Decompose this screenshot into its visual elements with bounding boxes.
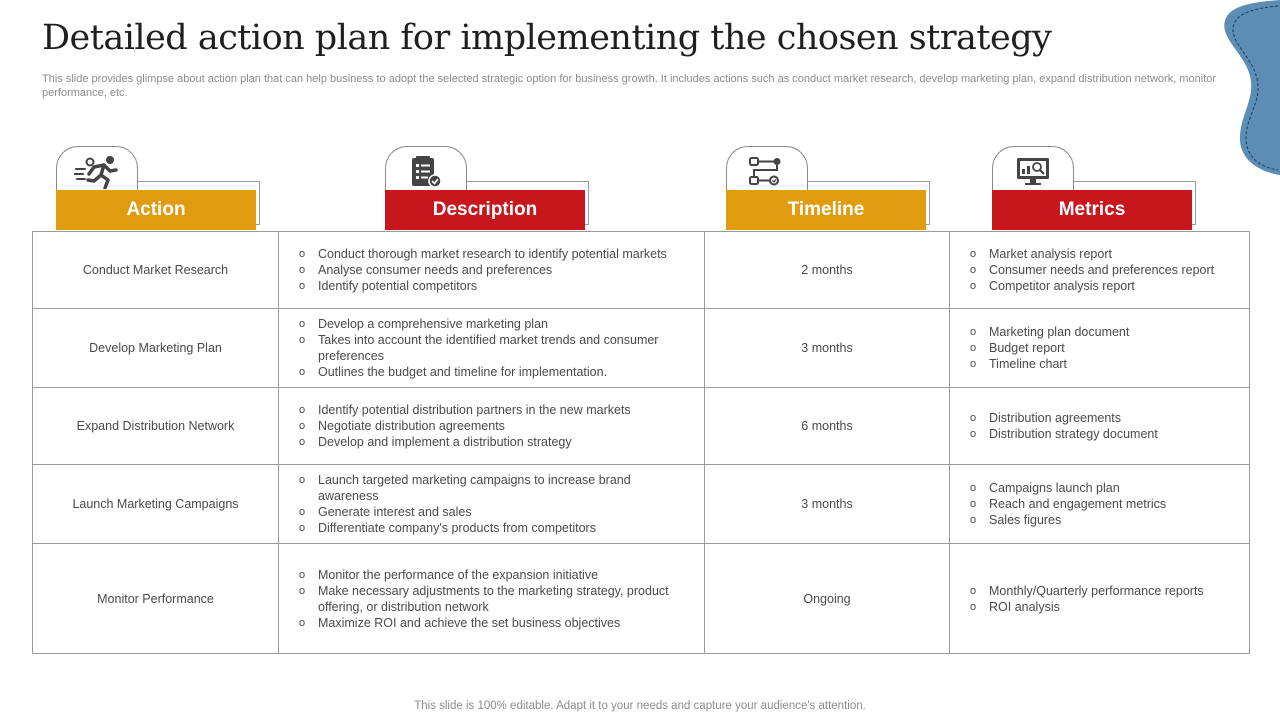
timeline-cell: 3 months [705, 465, 950, 544]
metric-item: o Marketing plan document [970, 324, 1239, 340]
monitor-analytics-icon [1015, 155, 1051, 189]
action-plan-table [32, 231, 1250, 654]
description-cell [279, 388, 705, 465]
description-item: o Develop a comprehensive marketing plan [299, 316, 694, 332]
description-item: o Conduct thorough market research to identify potential markets [299, 246, 694, 262]
description-item: o Identify potential distribution partners in the new markets [299, 402, 694, 418]
page-subtitle: This slide provides glimpse about action plan that can help business to adopt the selected strategic option for business growth. It includes actions such as conduct market research, develop marketing plan, expand distribution network, monitor performance, etc. [42, 73, 1216, 99]
description-item: o Monitor the performance of the expansion initiative [299, 567, 694, 583]
action-cell: Expand Distribution Network [33, 388, 279, 465]
description-item: o Maximize ROI and achieve the set business objectives [299, 615, 694, 631]
description-item: o Identify potential competitors [299, 278, 694, 294]
table-body [33, 232, 1250, 654]
metric-item: o Monthly/Quarterly performance reports [970, 583, 1239, 599]
metrics-cell [950, 309, 1250, 388]
metric-item: o Distribution strategy document [970, 426, 1239, 442]
table-row [33, 465, 1250, 544]
header-description-label: Description [385, 190, 585, 230]
description-item: o Outlines the budget and timeline for implementation. [299, 364, 694, 380]
metric-item: o ROI analysis [970, 599, 1239, 615]
description-item: o Analyse consumer needs and preferences [299, 262, 694, 278]
metric-item: o Sales figures [970, 512, 1239, 528]
timeline-cell: 2 months [705, 232, 950, 309]
timeline-cell: 3 months [705, 309, 950, 388]
metric-item: o Distribution agreements [970, 410, 1239, 426]
process-flow-icon [748, 155, 786, 189]
timeline-cell: 6 months [705, 388, 950, 465]
metrics-cell [950, 388, 1250, 465]
description-item: o Develop and implement a distribution strategy [299, 434, 694, 450]
metrics-cell [950, 465, 1250, 544]
description-cell [279, 465, 705, 544]
table-row [33, 309, 1250, 388]
metric-item: o Market analysis report [970, 246, 1239, 262]
description-item: o Make necessary adjustments to the marketing strategy, product offering, or distribution network [299, 583, 694, 615]
checklist-document-icon [410, 155, 442, 189]
action-cell: Monitor Performance [33, 544, 279, 654]
metrics-cell [950, 232, 1250, 309]
metric-item: o Timeline chart [970, 356, 1239, 372]
running-person-icon [74, 155, 120, 189]
page-title: Detailed action plan for implementing the chosen strategy [42, 18, 1052, 58]
action-cell: Develop Marketing Plan [33, 309, 279, 388]
table-row [33, 232, 1250, 309]
description-cell [279, 232, 705, 309]
description-item: o Takes into account the identified market trends and consumer preferences [299, 332, 694, 364]
footer-note: This slide is 100% editable. Adapt it to your needs and capture your audience's attention. [414, 700, 866, 712]
action-cell: Launch Marketing Campaigns [33, 465, 279, 544]
timeline-cell: Ongoing [705, 544, 950, 654]
metric-item: o Reach and engagement metrics [970, 496, 1239, 512]
metric-item: o Consumer needs and preferences report [970, 262, 1239, 278]
description-cell [279, 544, 705, 654]
description-item: o Launch targeted marketing campaigns to increase brand awareness [299, 472, 694, 504]
metrics-cell [950, 544, 1250, 654]
description-item: o Negotiate distribution agreements [299, 418, 694, 434]
description-item: o Generate interest and sales [299, 504, 694, 520]
metric-item: o Campaigns launch plan [970, 480, 1239, 496]
description-cell [279, 309, 705, 388]
header-action-label: Action [56, 190, 256, 230]
table-row [33, 388, 1250, 465]
header-timeline-label: Timeline [726, 190, 926, 230]
header-metrics-label: Metrics [992, 190, 1192, 230]
action-cell: Conduct Market Research [33, 232, 279, 309]
metric-item: o Competitor analysis report [970, 278, 1239, 294]
description-item: o Differentiate company's products from competitors [299, 520, 694, 536]
table-row [33, 544, 1250, 654]
metric-item: o Budget report [970, 340, 1239, 356]
column-header-row [32, 140, 1249, 232]
